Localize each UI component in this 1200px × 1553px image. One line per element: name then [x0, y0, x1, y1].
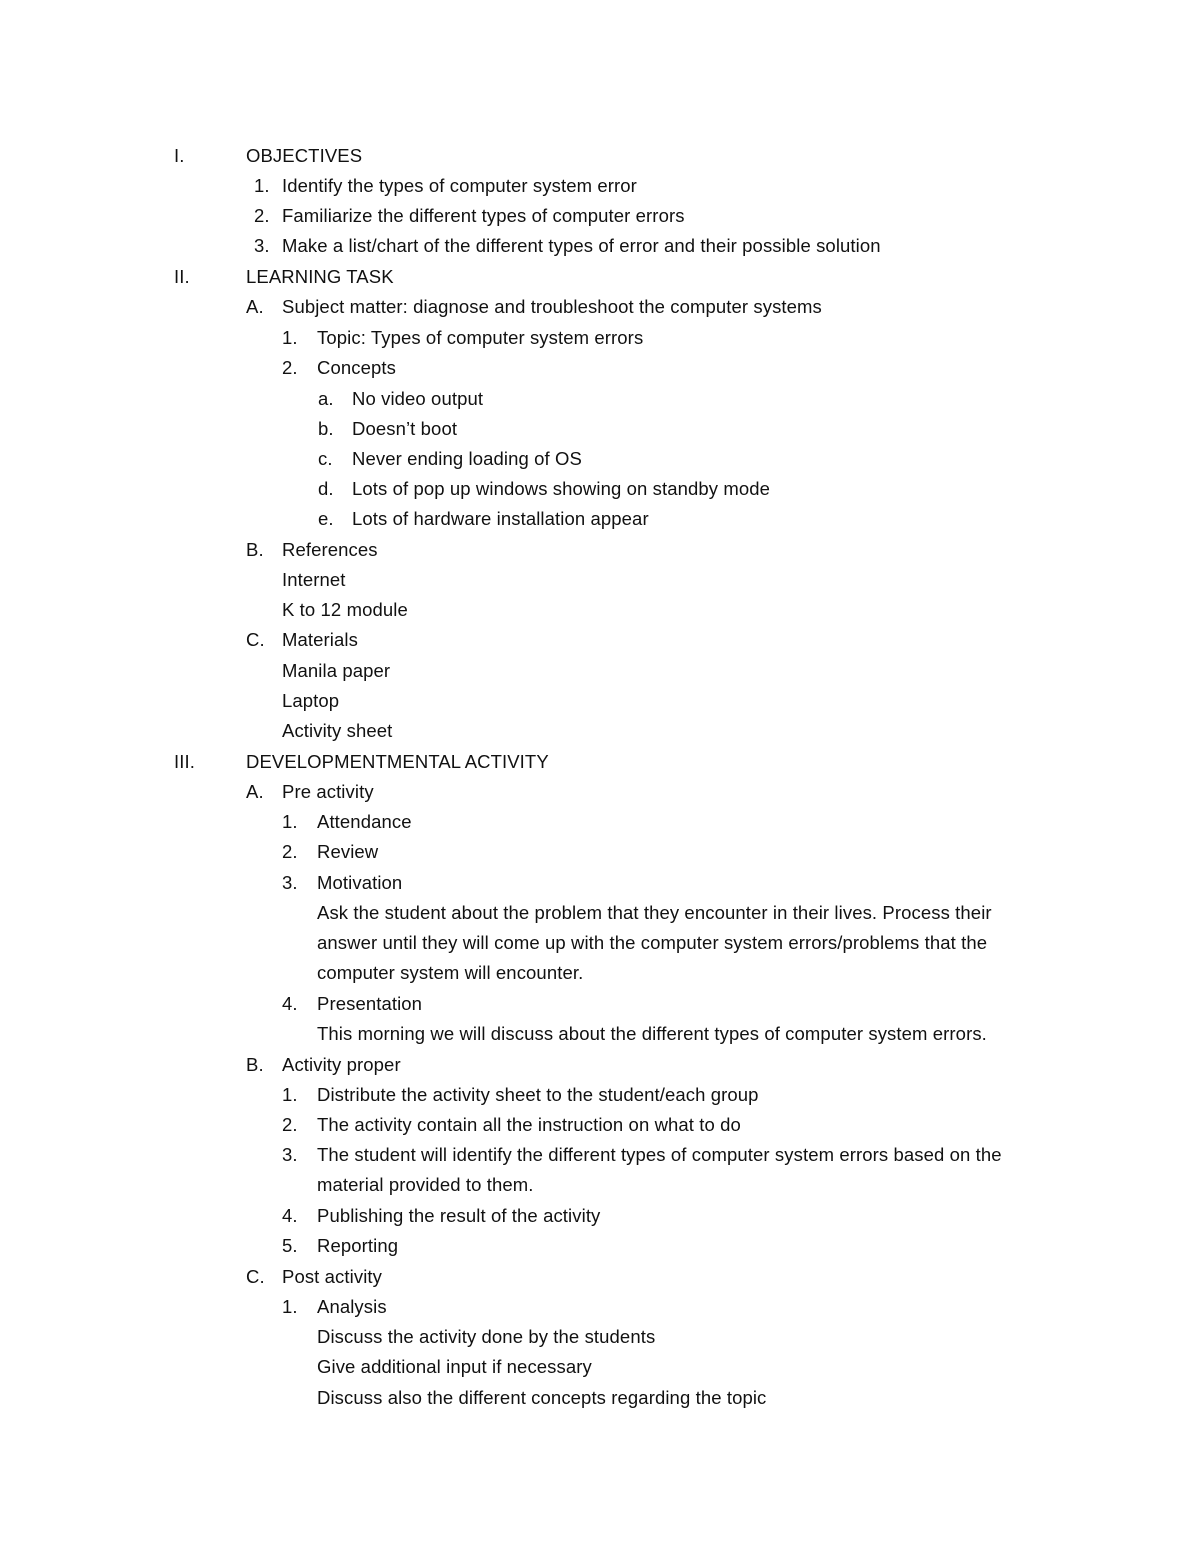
- subsection-post-activity: C. Post activity: [246, 1266, 382, 1287]
- presentation-text: This morning we will discuss about the different types of computer system errors.: [317, 1023, 987, 1044]
- material-item: Manila paper: [282, 660, 391, 681]
- list-item: 1. Analysis: [282, 1296, 387, 1317]
- section-objectives: [174, 141, 974, 171]
- motivation-text: computer system will encounter.: [317, 962, 584, 983]
- list-item: 2. Review: [282, 841, 379, 862]
- subsection-references: B. References: [246, 539, 378, 560]
- reference-item: K to 12 module: [282, 599, 408, 620]
- list-item: 1. Topic: Types of computer system errors: [282, 327, 644, 348]
- motivation-text: Ask the student about the problem that they encounter in their lives. Process their: [317, 902, 992, 923]
- section-heading: LEARNING TASK: [246, 266, 394, 287]
- section-marker: II.: [174, 266, 190, 287]
- motivation-text: answer until they will come up with the computer system errors/problems that the: [317, 932, 988, 953]
- section-heading: OBJECTIVES: [246, 145, 363, 166]
- list-item: 1. Identify the types of computer system error: [254, 175, 637, 196]
- list-item: 1. Attendance: [282, 811, 412, 832]
- analysis-text: Discuss also the different concepts regarding the topic: [317, 1387, 767, 1408]
- material-item: Laptop: [282, 690, 340, 711]
- analysis-text: Discuss the activity done by the students: [317, 1326, 656, 1347]
- list-item: 2. Concepts: [282, 357, 396, 378]
- list-item: 4. Presentation: [282, 993, 423, 1014]
- list-item: 2. The activity contain all the instruction on what to do: [282, 1114, 741, 1135]
- list-item: 1. Distribute the activity sheet to the student/each group: [282, 1084, 759, 1105]
- list-item-continuation: material provided to them.: [317, 1174, 534, 1195]
- section-developmental-activity: [174, 747, 974, 777]
- list-item: 2. Familiarize the different types of computer errors: [254, 205, 685, 226]
- list-item: c. Never ending loading of OS: [318, 448, 582, 469]
- subsection-pre-activity: A. Pre activity: [246, 781, 374, 802]
- section-marker: I.: [174, 145, 185, 166]
- section-heading: DEVELOPMENTMENTAL ACTIVITY: [246, 751, 549, 772]
- list-item: d. Lots of pop up windows showing on standby mode: [318, 478, 771, 499]
- list-item: 3. The student will identify the different types of computer system errors based on the: [282, 1144, 1002, 1165]
- list-item: b. Doesn’t boot: [318, 418, 458, 439]
- subsection-activity-proper: B. Activity proper: [246, 1054, 401, 1075]
- analysis-text: Give additional input if necessary: [317, 1356, 592, 1377]
- list-item: 3. Make a list/chart of the different types of error and their possible solution: [254, 235, 881, 256]
- section-learning-task: [174, 262, 974, 292]
- list-item: a. No video output: [318, 388, 484, 409]
- section-marker: III.: [174, 751, 195, 772]
- list-item: e. Lots of hardware installation appear: [318, 508, 649, 529]
- material-item: Activity sheet: [282, 720, 393, 741]
- list-item: 5. Reporting: [282, 1235, 399, 1256]
- subsection-subject-matter: A. Subject matter: diagnose and troubleshoot the computer systems: [246, 296, 822, 317]
- list-item: 3. Motivation: [282, 872, 403, 893]
- reference-item: Internet: [282, 569, 346, 590]
- subsection-materials: C. Materials: [246, 629, 358, 650]
- list-item: 4. Publishing the result of the activity: [282, 1205, 601, 1226]
